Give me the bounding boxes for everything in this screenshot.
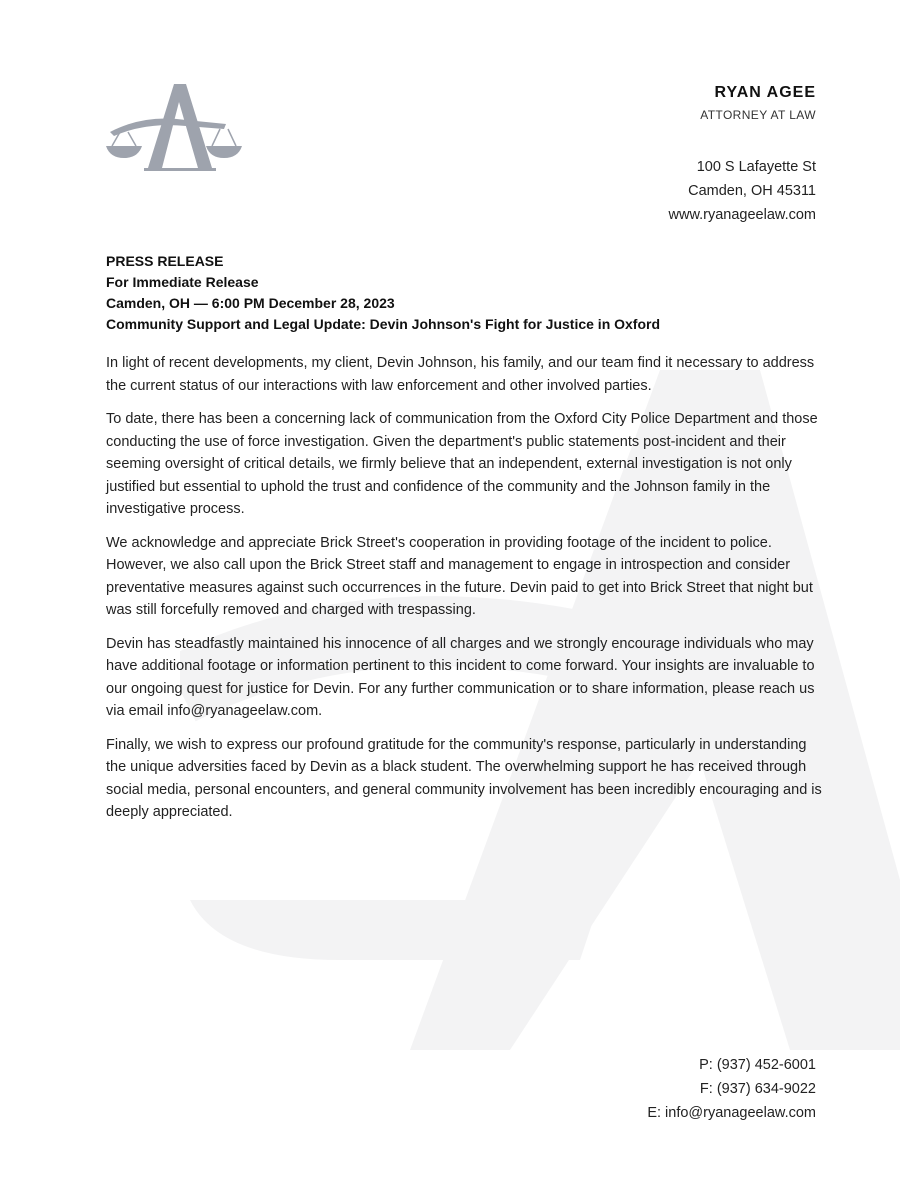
release-body: [106, 352, 828, 835]
firm-website-link[interactable]: www.ryanageelaw.com: [668, 207, 816, 223]
address-line-2: Camden, OH 45311: [688, 183, 816, 199]
release-dateline: Camden, OH — 6:00 PM December 28, 2023: [106, 295, 395, 311]
address-line-1: 100 S Lafayette St: [696, 159, 816, 175]
body-paragraph: Finally, we wish to express our profound gratitude for the community's response, particularly in understanding the unique adversities faced by Devin as a black student. The overwhelming support he has received through social media, personal encounters, and general community involvement has been incredibly encouraging and is deeply appreciated.: [106, 736, 822, 820]
contact-phone: P: (937) 452-6001: [699, 1057, 816, 1073]
firm-logo-icon: [104, 80, 244, 172]
firm-name: RYAN AGEE: [714, 84, 816, 101]
body-paragraph: In light of recent developments, my client, Devin Johnson, his family, and our team find it necessary to address the current status of our interactions with law enforcement and other involved parties.: [106, 355, 815, 394]
body-paragraph: To date, there has been a concerning lack of communication from the Oxford City Police Department and those conducting the use of force investigation. Given the department's public statements post-incident and their seeming oversight of critical details, we firmly believe that an independent, external investigation is not only justified but essential to uphold the trust and confidence of the community and the Johnson family in the investigative process.: [106, 411, 818, 517]
firm-title: ATTORNEY AT LAW: [700, 108, 816, 122]
footer-contact: [647, 1053, 816, 1125]
release-timing: For Immediate Release: [106, 274, 259, 290]
press-release-label: PRESS RELEASE: [106, 253, 224, 269]
contact-email[interactable]: E: info@ryanageelaw.com: [647, 1105, 816, 1121]
body-paragraph: We acknowledge and appreciate Brick Street's cooperation in providing footage of the incident to police. However, we also call upon the Brick Street staff and management to engage in introspection and consider preventative measures against such occurrences in the future. Devin paid to get into Brick Street that night but was still forcefully removed and charged with trespassing.: [106, 534, 813, 618]
press-release-header: [106, 251, 660, 335]
firm-address: [669, 155, 817, 227]
contact-fax: F: (937) 634-9022: [699, 1081, 816, 1097]
release-headline: Community Support and Legal Update: Devin Johnson's Fight for Justice in Oxford: [106, 316, 661, 332]
firm-header: [700, 84, 816, 122]
body-paragraph: Devin has steadfastly maintained his innocence of all charges and we strongly encourage individuals who may have additional footage or information pertinent to this incident to come forward. Your insights are invaluable to our ongoing quest for justice for Devin. For any further communication or to share information, please reach us via email info@ryanageelaw.com.: [106, 635, 815, 719]
